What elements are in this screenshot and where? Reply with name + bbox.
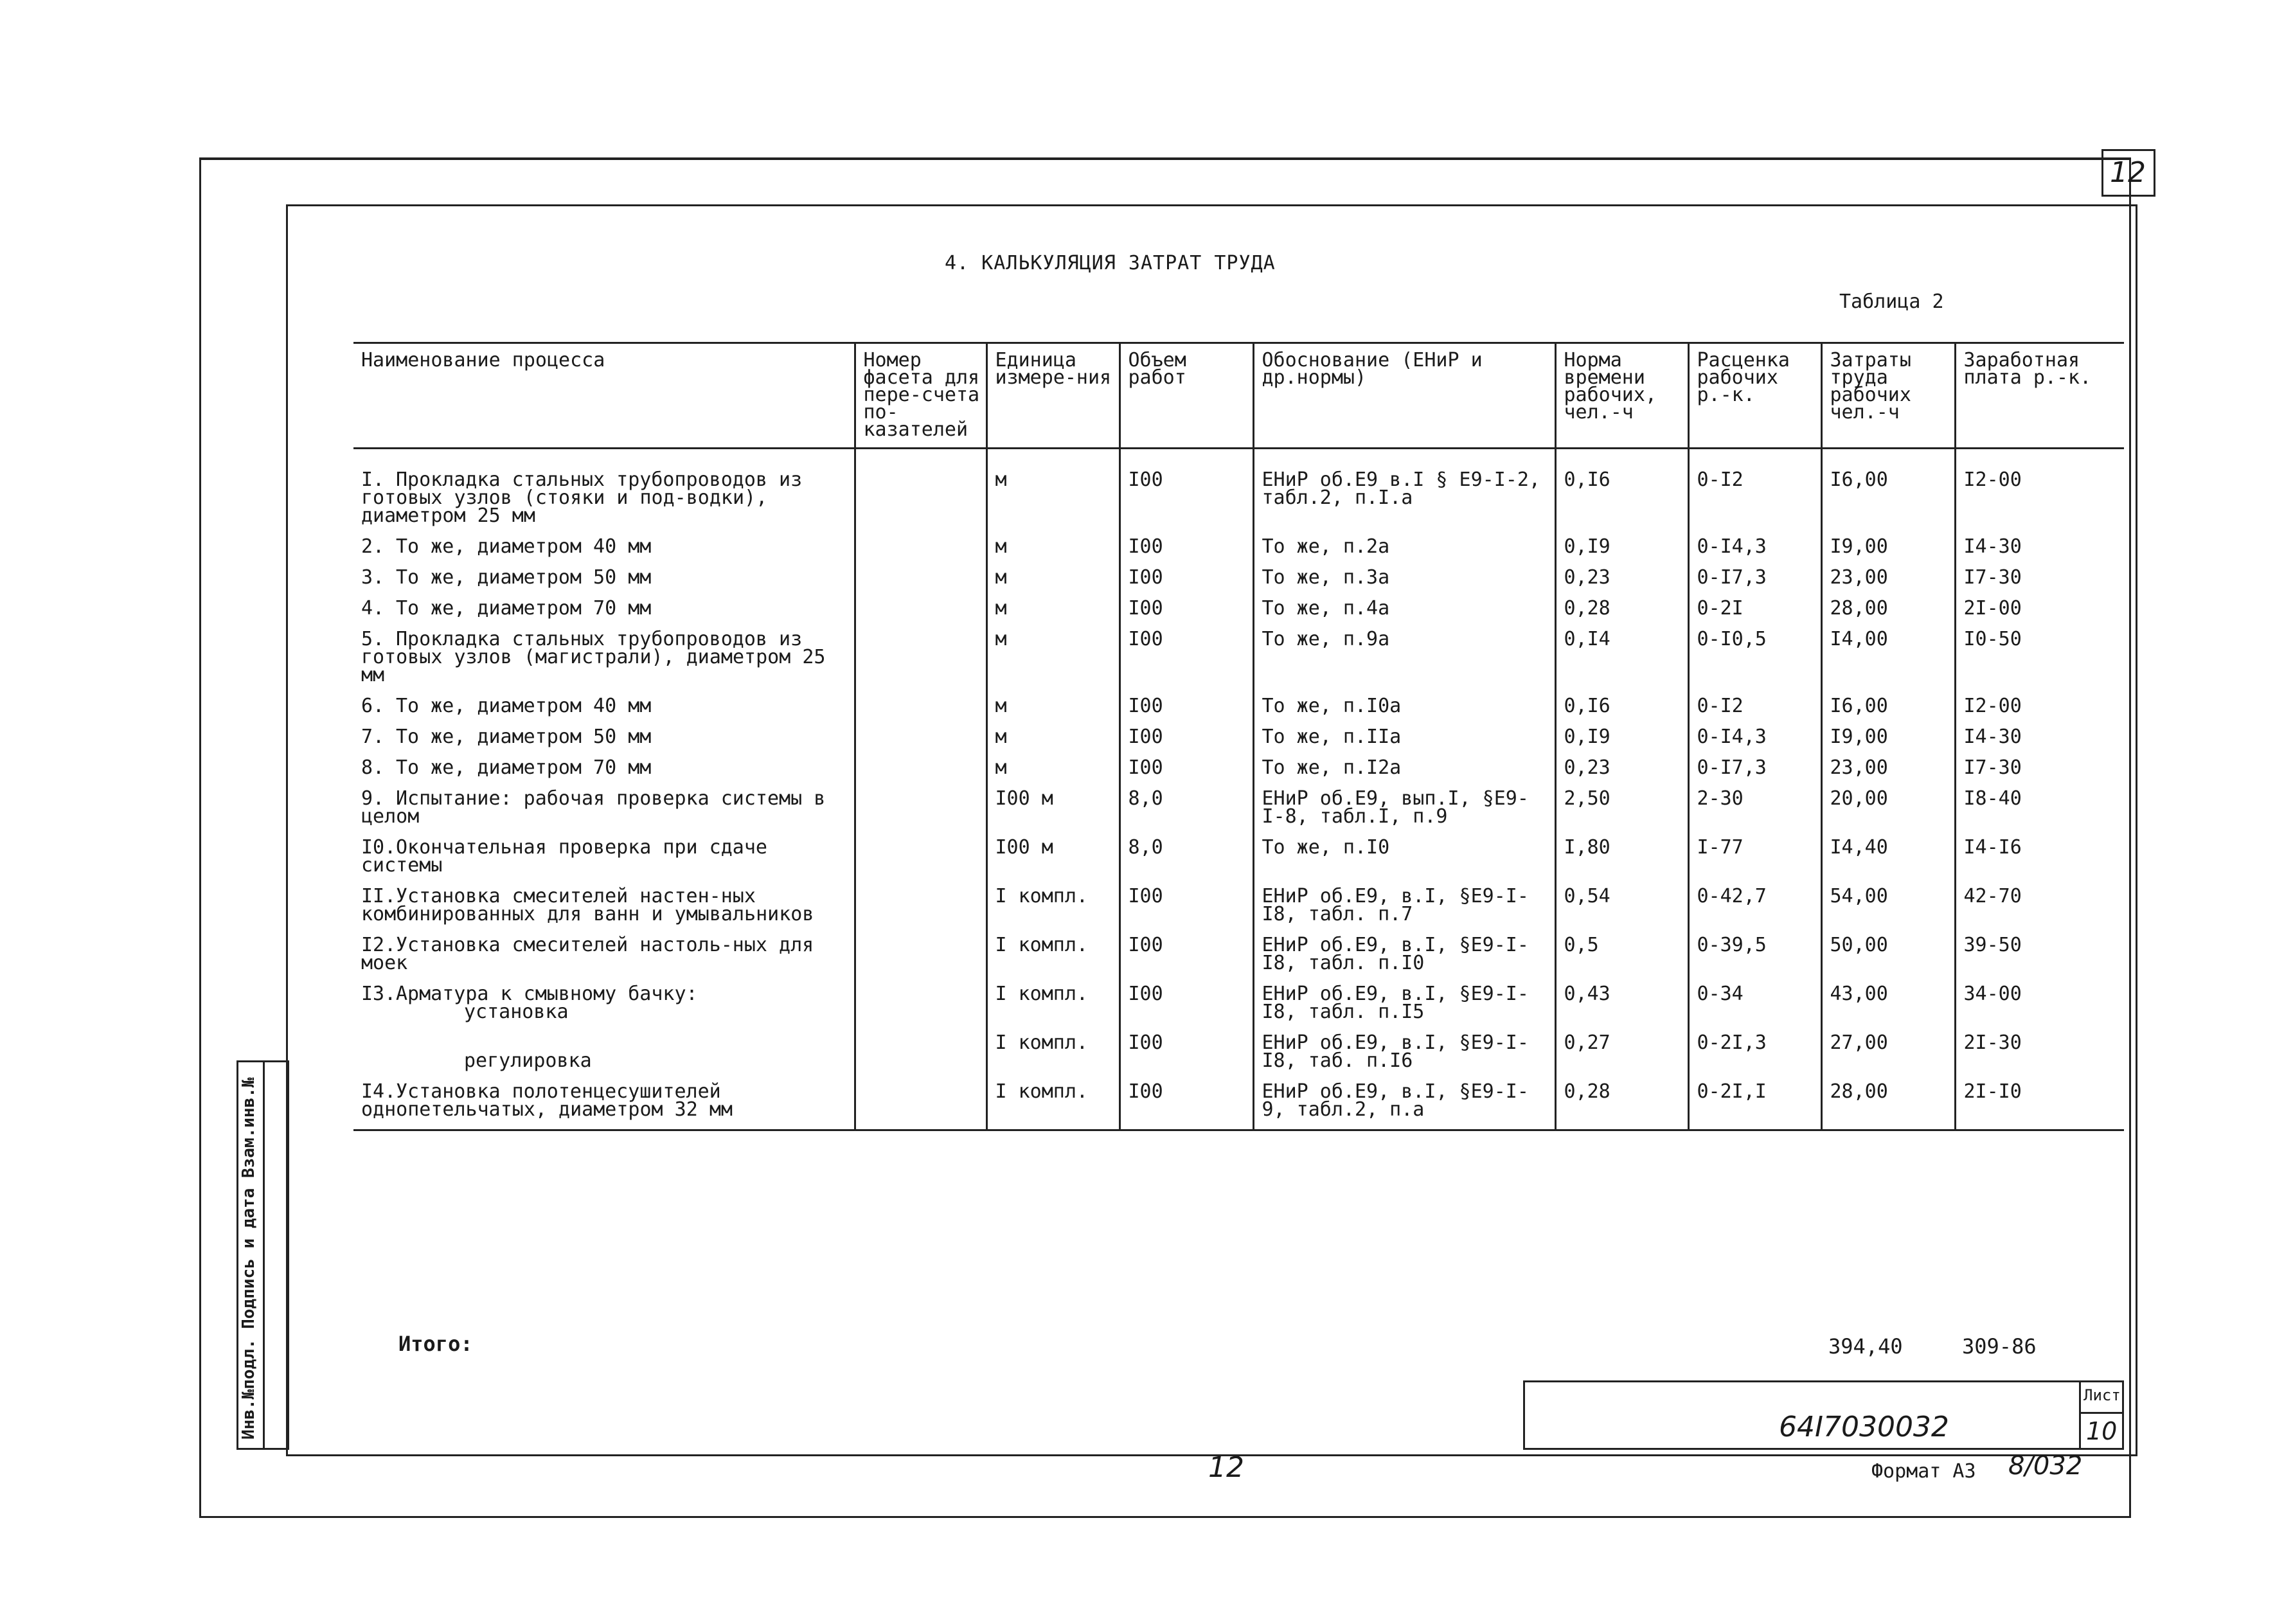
cell-norm: 0,I4: [1555, 630, 1688, 697]
cell-pay: 2I-00: [1955, 600, 2124, 630]
binding-strip-text: Инв.№подл. Подпись и дата Взам.инв.№: [239, 1077, 258, 1440]
cell-process: [353, 535, 855, 569]
cell-pay: I2-00: [1955, 697, 2124, 728]
cell-unit: м: [986, 759, 1120, 790]
cell-pay: I4-I6: [1955, 839, 2124, 888]
cell-basis: То же, п.I2а: [1253, 759, 1555, 790]
cell-norm: 0,23: [1555, 569, 1688, 600]
cell-pay: I2-00: [1955, 471, 2124, 538]
cell-unit: м: [986, 630, 1120, 697]
cell-labor: I6,00: [1821, 697, 1955, 728]
cell-volume: I00: [1120, 759, 1253, 790]
cell-norm: 0,5: [1555, 936, 1688, 985]
cell-pay: I0-50: [1955, 630, 2124, 697]
cell-facet: [855, 697, 986, 728]
footer-format: Формат А3: [1871, 1460, 1976, 1483]
row-number: 3.: [361, 566, 385, 589]
cell-basis: То же, п.2а: [1253, 538, 1555, 569]
process-subitem: регулировка: [464, 1049, 592, 1072]
cell-facet: [855, 569, 986, 600]
cell-process: [353, 566, 855, 600]
cell-labor: 50,00: [1821, 936, 1955, 985]
cell-labor: I4,40: [1821, 839, 1955, 888]
cell-norm: 0,28: [1555, 1083, 1688, 1130]
row-number: I.: [361, 468, 385, 491]
process-name: То же, диаметром 40 мм: [396, 695, 652, 717]
table-row: [353, 471, 2124, 538]
process-name: То же, диаметром 70 мм: [396, 756, 652, 779]
row-number: I4.: [361, 1080, 397, 1103]
row-number: 5.: [361, 628, 385, 650]
cell-norm: 0,43: [1555, 985, 1688, 1034]
cell-rate: 0-34: [1688, 985, 1821, 1034]
cell-unit: м: [986, 697, 1120, 728]
table-row: [353, 630, 2124, 697]
cell-facet: [855, 839, 986, 888]
header-unit: Единица измере-ния: [986, 343, 1120, 449]
cell-volume: I00: [1120, 728, 1253, 759]
cell-facet: [855, 759, 986, 790]
cell-facet: [855, 985, 986, 1034]
cell-volume: I00: [1120, 569, 1253, 600]
cell-pay: 34-00: [1955, 985, 2124, 1034]
cell-unit: I00 м: [986, 839, 1120, 888]
table-row: [353, 697, 2124, 728]
cell-basis: ЕНиР об.Е9, в.I, §Е9-I-I8, табл. п.I5: [1253, 985, 1555, 1034]
cell-process: [353, 597, 855, 630]
cell-facet: [855, 1083, 986, 1130]
cell-norm: 0,I9: [1555, 538, 1688, 569]
cell-facet: [855, 600, 986, 630]
cell-facet: [855, 538, 986, 569]
cell-facet: [855, 630, 986, 697]
cell-rate: 0-I2: [1688, 697, 1821, 728]
table-label: Таблица 2: [1839, 290, 1944, 313]
top-sheet-number-box: [2101, 149, 2155, 197]
cell-facet: [855, 1034, 986, 1083]
row-number: 6.: [361, 695, 385, 717]
table-row: [353, 600, 2124, 630]
cell-norm: 2,50: [1555, 790, 1688, 839]
cell-unit: I00 м: [986, 790, 1120, 839]
table-row: [353, 790, 2124, 839]
sheet-number: 10: [2086, 1417, 2118, 1445]
cell-pay: I4-30: [1955, 538, 2124, 569]
cell-norm: 0,28: [1555, 600, 1688, 630]
cell-rate: 0-I4,3: [1688, 728, 1821, 759]
process-name: Установка смесителей настен-ных комбинированных для ванн и умывальников: [361, 885, 814, 925]
cell-rate: 0-I7,3: [1688, 759, 1821, 790]
cell-volume: I00: [1120, 1083, 1253, 1130]
cell-unit: м: [986, 538, 1120, 569]
row-number: I3.: [361, 983, 397, 1005]
cell-labor: 54,00: [1821, 888, 1955, 936]
footer-page-number: 12: [1208, 1451, 1244, 1484]
cell-basis: ЕНиР об.Е9, вып.I, §Е9-I-8, табл.I, п.9: [1253, 790, 1555, 839]
cell-unit: м: [986, 600, 1120, 630]
cell-unit: м: [986, 569, 1120, 600]
cell-pay: I7-30: [1955, 759, 2124, 790]
process-name: Установка смесителей настоль-ных для моек: [361, 934, 814, 974]
cell-rate: 0-I2: [1688, 471, 1821, 538]
cell-labor: 28,00: [1821, 1083, 1955, 1130]
cell-norm: I,80: [1555, 839, 1688, 888]
cell-norm: 0,54: [1555, 888, 1688, 936]
process-name: Испытание: рабочая проверка системы в целом: [361, 787, 826, 828]
total-labor: 394,40: [1828, 1334, 1903, 1359]
title-block: [1523, 1380, 2123, 1450]
cell-rate: 0-2I: [1688, 600, 1821, 630]
cell-process: [353, 630, 855, 697]
cell-basis: То же, п.3а: [1253, 569, 1555, 600]
cell-facet: [855, 888, 986, 936]
cell-process: [353, 787, 855, 839]
cell-unit: м: [986, 728, 1120, 759]
table-row: [353, 538, 2124, 569]
cell-volume: I00: [1120, 600, 1253, 630]
cell-process: [353, 885, 855, 936]
cell-pay: I8-40: [1955, 790, 2124, 839]
cell-unit: I компл.: [986, 1083, 1120, 1130]
cell-volume: I00: [1120, 471, 1253, 538]
header-process: Наименование процесса: [353, 343, 855, 449]
cell-volume: I00: [1120, 697, 1253, 728]
table-row: [353, 985, 2124, 1034]
row-number: I2.: [361, 934, 397, 956]
cell-labor: 20,00: [1821, 790, 1955, 839]
process-name: Прокладка стальных трубопроводов из готовых узлов (магистрали), диаметром 25 мм: [361, 628, 826, 686]
cell-rate: 0-I4,3: [1688, 538, 1821, 569]
row-number: 8.: [361, 756, 385, 779]
process-name: Прокладка стальных трубопроводов из готовых узлов (стояки и под-водки), диаметром 25 мм: [361, 468, 803, 527]
cell-basis: То же, п.I0а: [1253, 697, 1555, 728]
cell-norm: 0,I6: [1555, 697, 1688, 728]
cell-facet: [855, 790, 986, 839]
table-row: [353, 1083, 2124, 1130]
table-row: [353, 888, 2124, 936]
cell-labor: 28,00: [1821, 600, 1955, 630]
row-number: 7.: [361, 726, 385, 748]
cell-rate: 0-2I,3: [1688, 1034, 1821, 1083]
cell-facet: [855, 936, 986, 985]
cell-labor: I4,00: [1821, 630, 1955, 697]
table-row: [353, 569, 2124, 600]
process-name: То же, диаметром 70 мм: [396, 597, 652, 620]
cell-volume: I00: [1120, 888, 1253, 936]
cell-unit: I компл.: [986, 888, 1120, 936]
cell-process: [353, 836, 855, 888]
total-label: Итого:: [398, 1332, 473, 1356]
cell-process: [353, 728, 855, 759]
cell-rate: 0-I0,5: [1688, 630, 1821, 697]
cell-norm: 0,I9: [1555, 728, 1688, 759]
cell-pay: I7-30: [1955, 569, 2124, 600]
cell-volume: 8,0: [1120, 790, 1253, 839]
cell-volume: I00: [1120, 538, 1253, 569]
row-number: II.: [361, 885, 397, 907]
process-name: То же, диаметром 40 мм: [396, 535, 652, 558]
sheet-label: Лист: [2083, 1386, 2121, 1404]
cell-volume: I00: [1120, 1034, 1253, 1083]
cell-unit: I компл.: [986, 985, 1120, 1034]
header-facet: Номер фасета для пере-счета по-казателей: [855, 343, 986, 449]
cell-basis: То же, п.9а: [1253, 630, 1555, 697]
table-header-row: [353, 343, 2124, 449]
row-number: 2.: [361, 535, 385, 558]
process-name: Арматура к смывному бачку:: [396, 983, 698, 1005]
cell-rate: 0-2I,I: [1688, 1083, 1821, 1130]
header-norm: Норма времени рабочих, чел.-ч: [1555, 343, 1688, 449]
cell-unit: I компл.: [986, 936, 1120, 985]
cell-volume: I00: [1120, 936, 1253, 985]
cell-rate: 0-42,7: [1688, 888, 1821, 936]
cell-process: [353, 468, 855, 538]
cell-basis: ЕНиР об.Е9, в.I, §Е9-I-9, табл.2, п.а: [1253, 1083, 1555, 1130]
process-name: Окончательная проверка при сдаче системы: [361, 836, 767, 877]
cell-rate: 0-39,5: [1688, 936, 1821, 985]
header-rate: Расценка рабочих р.-к.: [1688, 343, 1821, 449]
row-number: 9.: [361, 787, 385, 810]
row-number: I0.: [361, 836, 397, 859]
cell-unit: м: [986, 471, 1120, 538]
cell-labor: 23,00: [1821, 569, 1955, 600]
cell-basis: ЕНиР об.Е9, в.I, §Е9-I-I8, табл. п.7: [1253, 888, 1555, 936]
cell-labor: 23,00: [1821, 759, 1955, 790]
process-name: Установка полотенцесушителей однопетельчатых, диаметром 32 мм: [361, 1080, 733, 1121]
cell-unit: I компл.: [986, 1034, 1120, 1083]
top-sheet-number: 12: [2110, 156, 2146, 189]
cell-volume: 8,0: [1120, 839, 1253, 888]
header-labor: Затраты труда рабочих чел.-ч: [1821, 343, 1955, 449]
cell-process: [353, 1034, 855, 1083]
document-code: 64I7030032: [1779, 1411, 1949, 1443]
cell-basis: То же, п.4а: [1253, 600, 1555, 630]
cell-labor: I9,00: [1821, 538, 1955, 569]
cell-norm: 0,23: [1555, 759, 1688, 790]
cell-labor: 27,00: [1821, 1034, 1955, 1083]
process-name: То же, диаметром 50 мм: [396, 566, 652, 589]
footer-ref: 8/032: [2008, 1451, 2083, 1481]
cell-process: [353, 697, 855, 728]
cell-basis: ЕНиР об.Е9, в.I, §Е9-I-I8, табл. п.I0: [1253, 936, 1555, 985]
process-name: То же, диаметром 50 мм: [396, 726, 652, 748]
table-row: [353, 728, 2124, 759]
cell-process: [353, 1080, 855, 1130]
page-title: 4. КАЛЬКУЛЯЦИЯ ЗАТРАТ ТРУДА: [945, 252, 1276, 274]
cell-labor: 43,00: [1821, 985, 1955, 1034]
cell-labor: I6,00: [1821, 471, 1955, 538]
cell-process: [353, 756, 855, 790]
total-pay: 309-86: [1962, 1334, 2037, 1359]
cell-volume: I00: [1120, 630, 1253, 697]
table-row: [353, 1034, 2124, 1083]
cell-norm: 0,27: [1555, 1034, 1688, 1083]
header-volume: Объем работ: [1120, 343, 1253, 449]
cell-volume: I00: [1120, 985, 1253, 1034]
cell-pay: 39-50: [1955, 936, 2124, 985]
cell-labor: I9,00: [1821, 728, 1955, 759]
header-pay: Заработная плата р.-к.: [1955, 343, 2124, 449]
cell-basis: То же, п.I0: [1253, 839, 1555, 888]
sheet-cell: [2079, 1380, 2124, 1450]
table-row: [353, 936, 2124, 985]
header-basis: Обоснование (ЕНиР и др.нормы): [1253, 343, 1555, 449]
cell-facet: [855, 728, 986, 759]
cell-rate: 0-I7,3: [1688, 569, 1821, 600]
cell-basis: То же, п.IIа: [1253, 728, 1555, 759]
cell-pay: I4-30: [1955, 728, 2124, 759]
cell-process: [353, 985, 855, 1034]
cell-rate: I-77: [1688, 839, 1821, 888]
cell-pay: 2I-30: [1955, 1034, 2124, 1083]
cell-facet: [855, 471, 986, 538]
cell-pay: 2I-I0: [1955, 1083, 2124, 1130]
cell-basis: ЕНиР об.Е9 в.I § Е9-I-2, табл.2, п.I.а: [1253, 471, 1555, 538]
process-subitem: установка: [464, 1001, 569, 1023]
labor-calculation-table: [353, 342, 2124, 1131]
table-row: [353, 839, 2124, 888]
cell-basis: ЕНиР об.Е9, в.I, §Е9-I-I8, таб. п.I6: [1253, 1034, 1555, 1083]
cell-norm: 0,I6: [1555, 471, 1688, 538]
table-row: [353, 759, 2124, 790]
cell-rate: 2-30: [1688, 790, 1821, 839]
cell-pay: 42-70: [1955, 888, 2124, 936]
row-number: 4.: [361, 597, 385, 620]
cell-process: [353, 936, 855, 985]
